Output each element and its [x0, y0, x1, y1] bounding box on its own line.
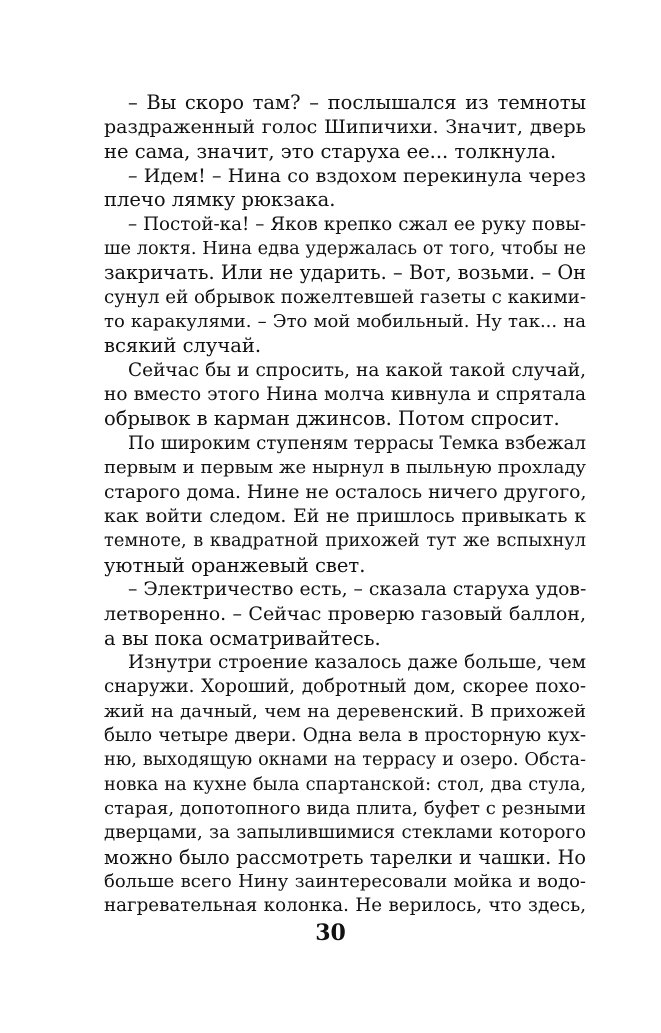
text-line: уютный оранжевый свет.	[104, 553, 366, 577]
text-line: можно было рассмотреть тарелки и чашки. Но	[104, 845, 586, 869]
text-line: снаружи. Хороший, добротный дом, скорее похо-	[104, 676, 586, 698]
text-line: – Идем! – Нина со вздохом перекинула через	[128, 165, 586, 188]
text-line: – Постой-ка! – Яков крепко сжал ее руку повы-	[128, 213, 586, 235]
text-line: Сейчас бы и спросить, на какой такой случай,	[128, 359, 586, 381]
text-line: а вы пока осматривайтесь.	[104, 626, 381, 650]
page-number: 30	[315, 920, 346, 946]
text-line: По широким ступеням террасы Темка взбежал	[128, 432, 586, 454]
text-line: Изнутри строение казалось даже больше, чем	[128, 651, 586, 673]
text-line: – Электричество есть, – сказала старуха удов-	[128, 578, 587, 600]
text-line: – Вы скоро там? – послышался из темноты	[128, 91, 586, 114]
text-line: то каракулями. – Это мой мобильный. Ну так... на	[104, 311, 586, 333]
text-line: жий на дачный, чем на деревенский. В прихожей	[104, 700, 586, 722]
text-line: плечо лямку рюкзака.	[104, 188, 336, 212]
text-line: как войти следом. Ей не пришлось привыкать к	[104, 505, 586, 527]
text-line: нагревательная колонка. Не верилось, что здесь,	[104, 895, 586, 917]
text-line: сунул ей обрывок пожелтевшей газеты с какими-	[104, 286, 586, 308]
text-line: но вместо этого Нина молча кивнула и спрятала	[104, 384, 586, 406]
text-line: ню, выходящую окнами на террасу и озеро. Обста-	[104, 750, 586, 771]
text-line: ше локтя. Нина едва удержалась от того, чтобы не	[104, 239, 586, 260]
text-line: больше всего Нину заинтересовали мойка и водо-	[104, 871, 586, 892]
text-line: обрывок в карман джинсов. Потом спросит.	[104, 407, 560, 431]
text-line: темноте, в квадратной прихожей тут же вспыхнул	[104, 531, 586, 552]
text-line: летворенно. – Сейчас проверю газовый баллон,	[104, 603, 586, 626]
text-line: старая, допотопного вида плита, буфет с резными	[104, 797, 586, 819]
text-line: закричать. Или не ударить. – Вот, возьми. – Он	[104, 261, 586, 285]
text-line: всякий случай.	[104, 334, 262, 358]
body-text	[104, 91, 586, 919]
text-line: новка на кухне была спартанской: стол, два стула,	[104, 774, 586, 795]
text-line: старого дома. Нине не осталось ничего другого,	[104, 481, 587, 503]
text-line: не сама, значит, это старуха ее... толкнула.	[104, 139, 557, 163]
text-line: раздраженный голос Шипичихи. Значит, дверь	[104, 116, 586, 139]
text-line: первым и первым же нырнул в пыльную прохладу	[104, 457, 586, 479]
text-line: было четыре двери. Одна вела в просторную кух-	[104, 724, 586, 746]
text-line: дверцами, за запылившимися стеклами которого	[104, 822, 586, 844]
